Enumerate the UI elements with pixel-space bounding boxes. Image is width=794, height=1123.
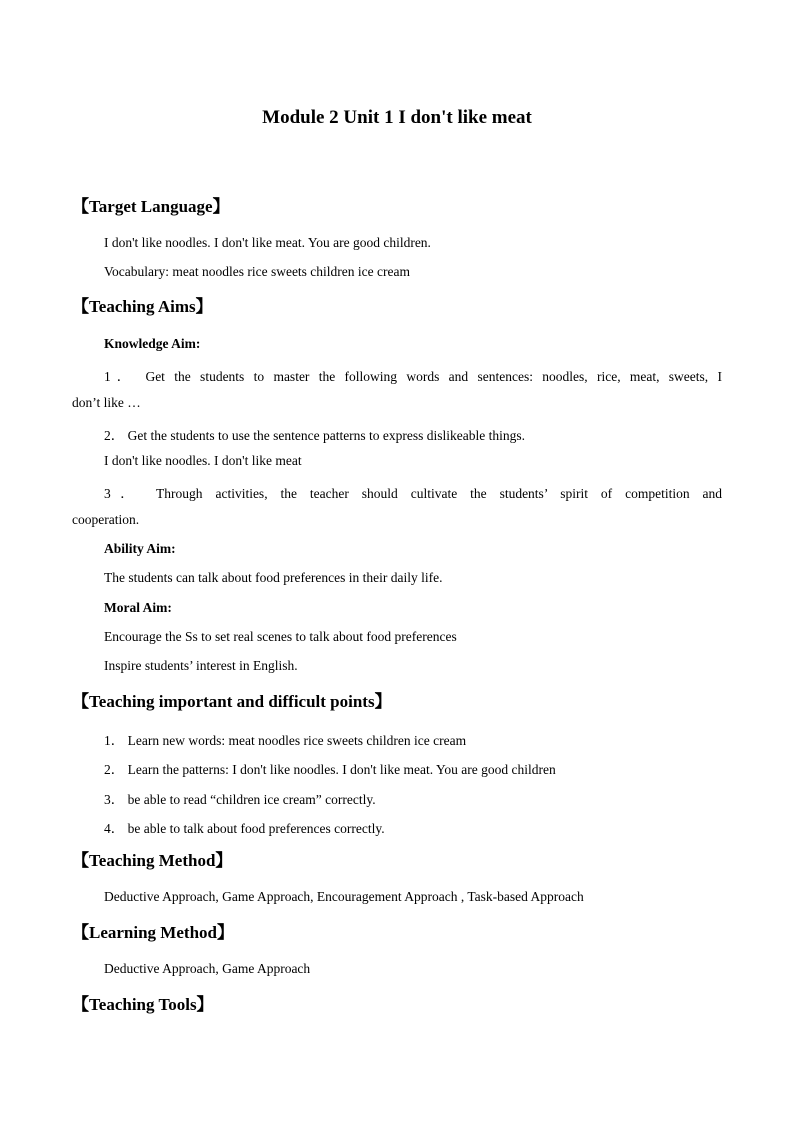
- important-point-item: 3． be able to read “children ice cream” correctly.: [104, 792, 376, 807]
- section-heading-teaching-aims: 【Teaching Aims】: [72, 297, 213, 316]
- moral-aim-line-2: Inspire students’ interest in English.: [104, 658, 298, 673]
- knowledge-aim-item-2-example: I don't like noodles. I don't like meat: [104, 453, 302, 468]
- document-title: Module 2 Unit 1 I don't like meat: [262, 107, 532, 128]
- knowledge-aim-item-1-line-1: 1． Get the students to master the following words and sentences: noodles, rice, meat, sweets, I: [104, 369, 722, 384]
- section-heading-teaching-method: 【Teaching Method】: [72, 851, 233, 870]
- section-heading-learning-method: 【Learning Method】: [72, 923, 234, 942]
- ability-aim-label: Ability Aim:: [104, 541, 176, 556]
- important-point-item: 1． Learn new words: meat noodles rice sweets children ice cream: [104, 733, 467, 748]
- ability-aim-text: The students can talk about food preferences in their daily life.: [104, 570, 443, 585]
- important-point-item: 4． be able to talk about food preferences correctly.: [104, 821, 385, 836]
- vocabulary-line: Vocabulary: meat noodles rice sweets children ice cream: [104, 264, 410, 279]
- section-heading-important-points: 【Teaching important and difficult points】: [72, 692, 392, 711]
- knowledge-aim-item-1-line-2: don’t like …: [72, 395, 141, 410]
- knowledge-aim-item-3-line-1: 3． Through activities, the teacher should cultivate the students’ spirit of competition and: [104, 486, 722, 501]
- target-language-line: I don't like noodles. I don't like meat. You are good children.: [104, 235, 431, 250]
- moral-aim-label: Moral Aim:: [104, 600, 172, 615]
- moral-aim-line-1: Encourage the Ss to set real scenes to talk about food preferences: [104, 629, 457, 644]
- knowledge-aim-item-3-line-2: cooperation.: [72, 512, 140, 527]
- section-heading-target-language: 【Target Language】: [72, 197, 230, 216]
- learning-method-text: Deductive Approach, Game Approach: [104, 961, 311, 976]
- knowledge-aim-item-2: 2． Get the students to use the sentence patterns to express dislikeable things.: [104, 428, 526, 443]
- teaching-method-text: Deductive Approach, Game Approach, Encouragement Approach , Task-based Approach: [104, 889, 584, 904]
- important-point-item: 2． Learn the patterns: I don't like noodles. I don't like meat. You are good children: [104, 762, 556, 777]
- knowledge-aim-label: Knowledge Aim:: [104, 336, 201, 351]
- section-heading-teaching-tools: 【Teaching Tools】: [72, 995, 214, 1014]
